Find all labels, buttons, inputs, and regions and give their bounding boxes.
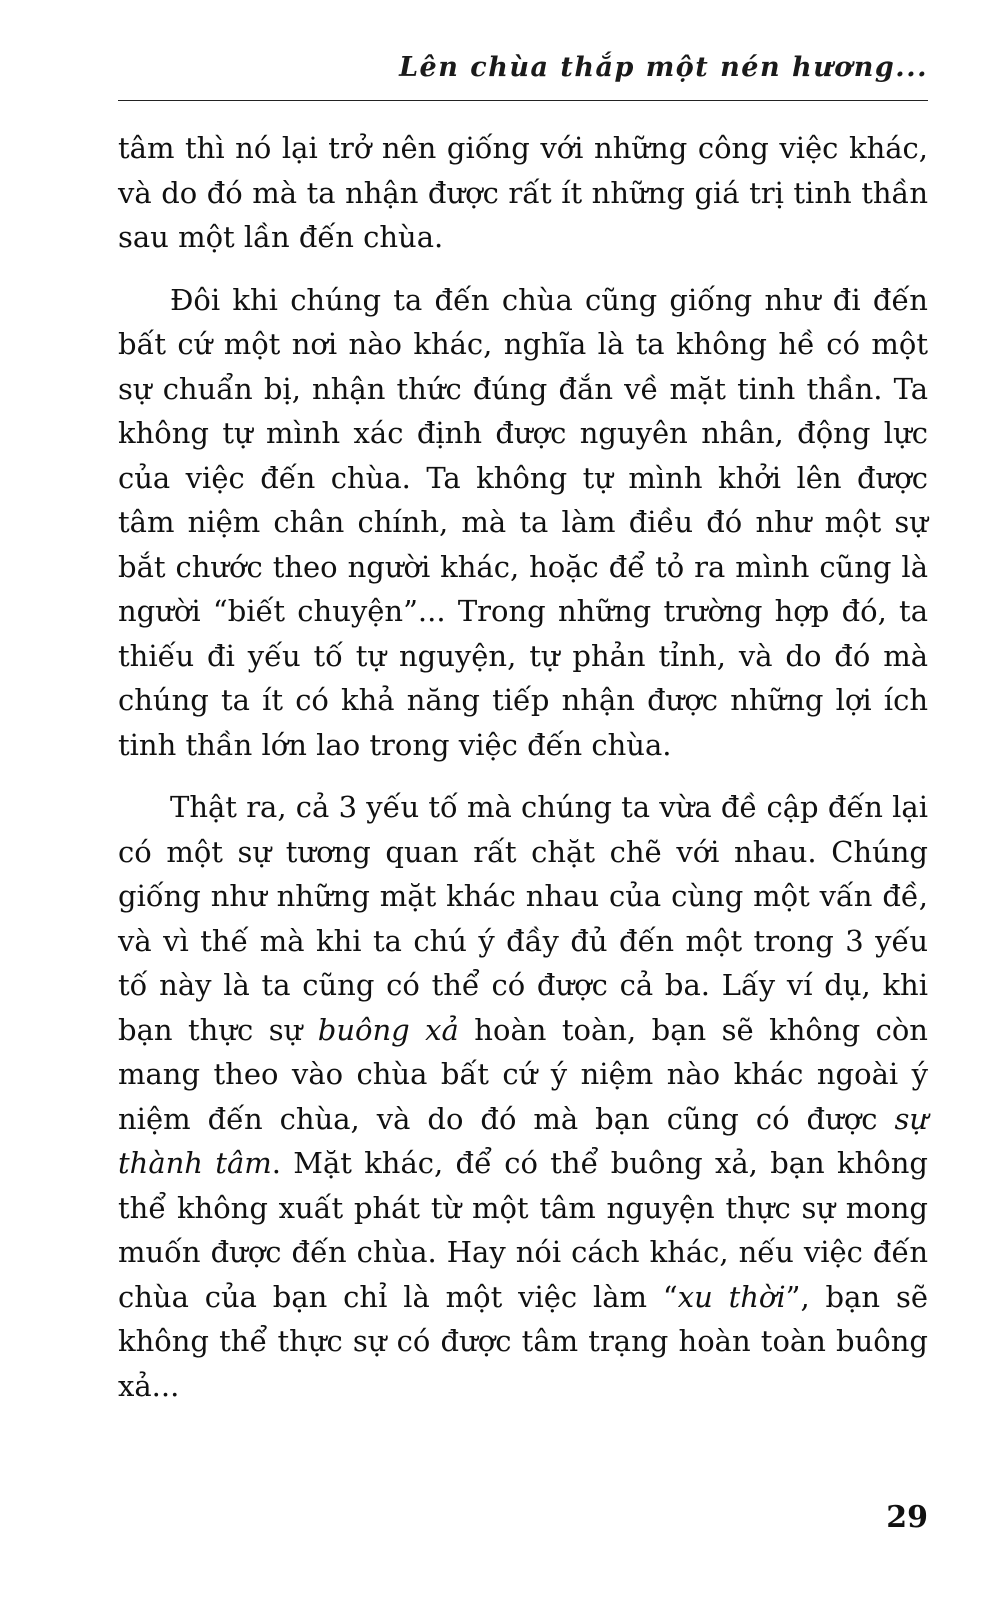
emphasis-buong-xa: buông xả (317, 1012, 459, 1047)
paragraph-3-text: ”, bạn sẽ không thể thực sự có được tâm trạng hoàn toàn buông xả... (118, 1279, 928, 1403)
page-number: 29 (886, 1500, 928, 1535)
running-header: Lên chùa thắp một nén hương... (399, 52, 928, 83)
paragraph-2 (118, 278, 928, 768)
emphasis-xu-thoi: xu thời (677, 1279, 786, 1314)
emphasis-su-thanh-tam: sự thành tâm (118, 1101, 928, 1180)
header-divider (118, 100, 928, 101)
paragraph-1 (118, 126, 928, 260)
paragraph-3-text: Thật ra, cả 3 yếu tố mà chúng ta vừa đề cập đến lại có một sự tương quan rất chặt chẽ với nhau. Chúng giống như những mặt khác nhau của cùng một vấn đề, và vì thế mà khi ta chú ý đầy đủ đến một trong 3 yếu tố này là ta cũng có thể có được cả ba. Lấy ví dụ, khi bạn thực sự (118, 790, 928, 1047)
body-text (118, 126, 928, 1408)
paragraph-3 (118, 785, 928, 1408)
paragraph-3-text: hoàn toàn, bạn sẽ không còn mang theo vào chùa bất cứ ý niệm nào khác ngoài ý niệm đến chùa, và do đó mà bạn cũng có được (118, 1012, 928, 1136)
paragraph-3-text: . Mặt khác, để có thể buông xả, bạn không thể không xuất phát từ một tâm nguyện thực sự mong muốn được đến chùa. Hay nói cách khác, nếu việc đến chùa của bạn chỉ là một việc làm “ (118, 1146, 928, 1314)
paragraph-2-text: Đôi khi chúng ta đến chùa cũng giống như đi đến bất cứ một nơi nào khác, nghĩa là ta không hề có một sự chuẩn bị, nhận thức đúng đắn về mặt tinh thần. Ta không tự mình xác định được nguyên nhân, động lực của việc đến chùa. Ta không tự mình khởi lên được tâm niệm chân chính, mà ta làm điều đó như một sự bắt chước theo người khác, hoặc để tỏ ra mình cũng là người “biết chuyện”... Trong những trường hợp đó, ta thiếu đi yếu tố tự nguyện, tự phản tỉnh, và do đó mà chúng ta ít có khả năng tiếp nhận được những lợi ích tinh thần lớn lao trong việc đến chùa. (118, 282, 928, 762)
paragraph-1-text: tâm thì nó lại trở nên giống với những công việc khác, và do đó mà ta nhận được rất ít những giá trị tinh thần sau một lần đến chùa. (118, 131, 928, 254)
